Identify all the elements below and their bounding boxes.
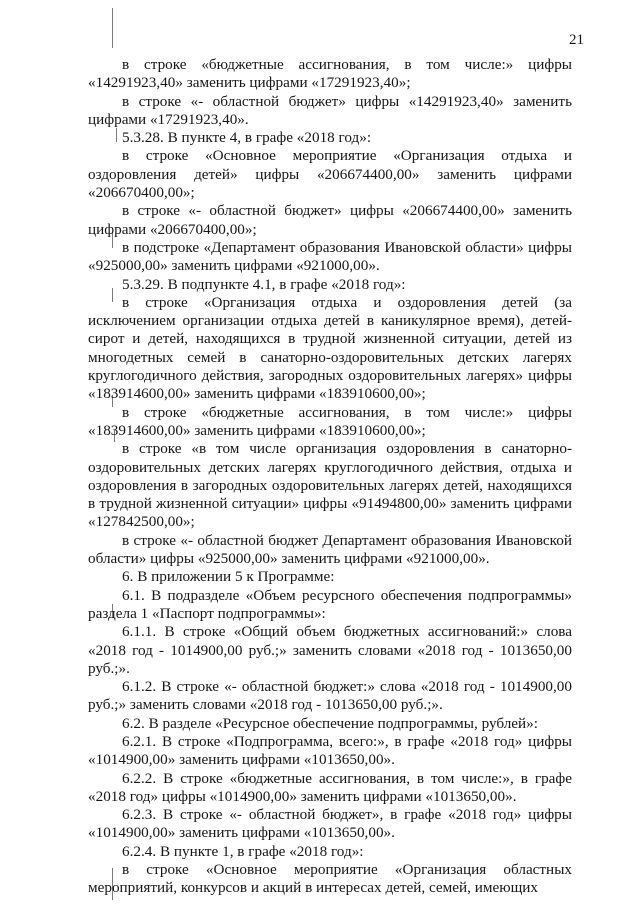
paragraph: в строке «- областной бюджет Департамент образования Ивановской области» цифры «925000,00» заменить цифрами «921000,00».	[88, 531, 572, 568]
paragraph: в строке «- областной бюджет» цифры «206674400,00» заменить цифрами «206670400,00»;	[88, 202, 572, 238]
paragraph: 6.2.2. В строке «бюджетные ассигнования, в том числе:», в графе «2018 год» цифры «1014900,00» заменить цифрами «1013650,00».	[88, 769, 572, 805]
paragraph: в строке «бюджетные ассигнования, в том числе:» цифры «14291923,40» заменить цифрами «17291923,40»;	[88, 56, 572, 92]
paragraph: 5.3.29. В подпункте 4.1, в графе «2018 год»:	[122, 275, 406, 293]
paragraph: в строке «Основное мероприятие «Организация областных мероприятий, конкурсов и акций в интересах детей, семей, имеющих	[88, 861, 572, 897]
paragraph: в подстроке «Департамент образования Ивановской области» цифры «925000,00» заменить цифрами «921000,00».	[88, 238, 572, 275]
paragraph: 6.2.4. В пункте 1, в графе «2018 год»:	[122, 842, 364, 860]
paragraph: в строке «Основное мероприятие «Организация отдыха и оздоровления детей» цифры «206674400,00» заменить цифрами «206670400,00»;	[88, 147, 572, 202]
paragraph: в строке «бюджетные ассигнования, в том числе:» цифры «183914600,00» заменить цифрами «183910600,00»;	[88, 403, 572, 439]
paragraph: 6.1.2. В строке «- областной бюджет:» слова «2018 год - 1014900,00 руб.;» заменить словами «2018 год - 1013650,00 руб.;».	[88, 678, 572, 714]
paragraph: в строке «в том числе организация оздоровления в санаторно-оздоровительных детских лагерях круглогодичного действия, отдыха и оздоровления в загородных оздоровительных лагерях детей, находящихся в трудной жизненной ситуации» цифры «91494800,00» заменить цифрами «127842500,00»;	[88, 440, 572, 531]
paragraph: 6. В приложении 5 к Программе:	[122, 568, 335, 586]
paragraph: 6.2. В разделе «Ресурсное обеспечение подпрограммы, рублей»:	[122, 714, 538, 732]
paragraph: 6.1.1. В строке «Общий объем бюджетных ассигнований:» слова «2018 год - 1014900,00 руб.;» заменить словами «2018 год - 1013650,00 руб.;».	[88, 623, 572, 677]
paragraph: 6.1. В подразделе «Объем ресурсного обеспечения подпрограммы» раздела 1 «Паспорт подпрограммы»:	[88, 586, 572, 622]
paragraph: в строке «- областной бюджет» цифры «14291923,40» заменить цифрами «17291923,40».	[88, 92, 572, 128]
paragraph: в строке «Организация отдыха и оздоровления детей (за исключением организации отдыха детей в каникулярное время), детей-сирот и детей, находящихся в трудной жизненной ситуации, детей из многодетных семей в санаторно-оздоровительных детских лагерях круглогодичного действия, загородных оздоровительных лагерях» цифры «183914600,00» заменить цифрами «183910600,00»;	[88, 293, 572, 403]
page-number: 21	[569, 32, 584, 48]
paragraph: 6.2.3. В строке «- областной бюджет», в графе «2018 год» цифры «1014900,00» заменить цифрами «1013650,00».	[88, 806, 572, 842]
paragraph: 5.3.28. В пункте 4, в графе «2018 год»:	[122, 129, 372, 147]
paragraph: 6.2.1. В строке «Подпрограмма, всего:», в графе «2018 год» цифры «1014900,00» заменить цифрами «1013650,00».	[88, 732, 572, 769]
document-body	[88, 56, 572, 898]
scan-margin-mark	[112, 8, 113, 48]
